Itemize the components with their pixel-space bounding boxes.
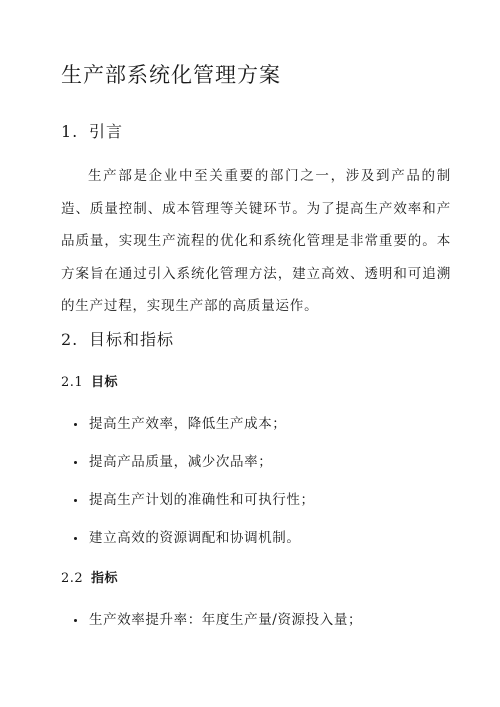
list-item — [61, 601, 461, 639]
list-item-text: 提高产品质量，减少次品率； — [89, 454, 273, 470]
list-item — [61, 405, 461, 443]
section-title: 引言 — [89, 122, 124, 141]
goals-list — [61, 405, 461, 557]
bullet-icon — [74, 461, 77, 464]
subsection-title: 目标 — [91, 375, 119, 390]
list-item — [61, 481, 461, 519]
section-number: 2. — [61, 330, 79, 349]
document-title: 生产部系统化管理方案 — [61, 63, 281, 87]
list-item — [61, 519, 461, 557]
section-title: 目标和指标 — [89, 330, 175, 349]
bullet-icon — [74, 619, 77, 622]
bullet-icon — [74, 499, 77, 502]
subsection-number: 2.2 — [61, 571, 84, 586]
section-heading-goals-and-metrics — [61, 328, 174, 352]
introduction-paragraph: 生产部是企业中至关重要的部门之一，涉及到产品的制造、质量控制、成本管理等关键环节。为了提高生产效率和产品质量，实现生产流程的优化和系统化管理是非常重要的。本方案旨在通过引入系统化管理方法，建立高效、透明和可追溯的生产过程，实现生产部的高质量运作。 — [61, 168, 451, 314]
subsection-heading-metrics — [61, 569, 118, 589]
bullet-icon — [74, 423, 77, 426]
section-heading-introduction — [61, 120, 123, 144]
subsection-title: 指标 — [91, 571, 119, 586]
list-item-text: 生产效率提升率：年度生产量/资源投入量； — [89, 612, 363, 628]
list-item — [61, 443, 461, 481]
subsection-number: 2.1 — [61, 375, 84, 390]
subsection-heading-goals — [61, 373, 118, 393]
metrics-list — [61, 601, 461, 639]
list-item-text: 提高生产计划的准确性和可执行性； — [89, 492, 315, 508]
section-number: 1. — [61, 122, 79, 141]
list-item-text: 建立高效的资源调配和协调机制。 — [89, 530, 301, 546]
list-item-text: 提高生产效率，降低生产成本； — [89, 416, 287, 432]
bullet-icon — [74, 537, 77, 540]
